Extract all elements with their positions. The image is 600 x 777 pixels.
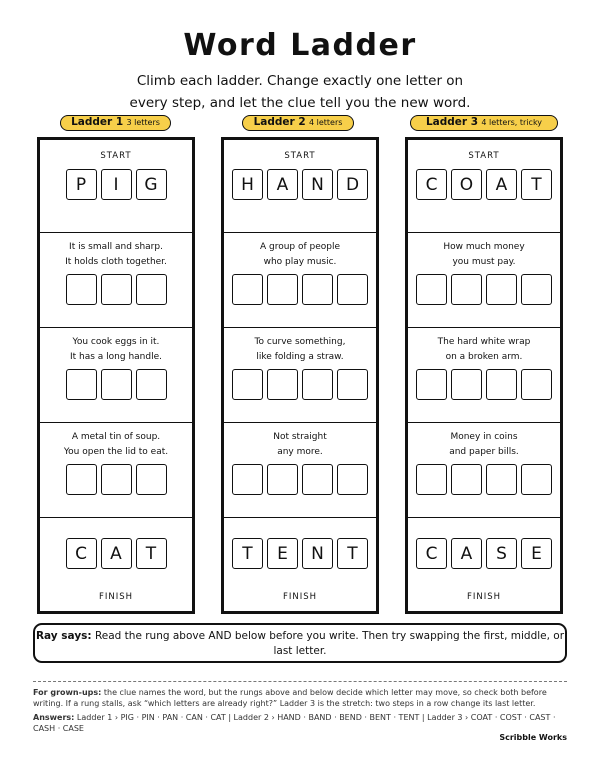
ladder-rung [405,137,563,140]
answer-row [37,464,195,495]
clue-line: who play music. [263,257,337,267]
answer-box[interactable] [302,274,333,305]
clue-line: A metal tin of soup. [71,432,161,442]
finish-label: FINISH [98,592,134,602]
clue-line: Not straight [273,432,327,442]
clue [405,240,563,270]
intro-line-1: Climb each ladder. Change exactly one letter on [136,73,464,89]
ladder-rung [37,327,195,328]
letter-box: E [521,538,552,569]
answer-box[interactable] [451,274,482,305]
answer-box[interactable] [101,369,132,400]
ladder-rung [37,611,195,614]
ladder-rung [405,422,563,423]
answer-box[interactable] [521,274,552,305]
ladder-rung [37,517,195,518]
answer-row [221,369,379,400]
letter-box: T [232,538,263,569]
letter-box: I [101,169,132,200]
ladder-rung [221,422,379,423]
clue [37,240,195,270]
letter-box: O [451,169,482,200]
tip-speaker: Ray says: [35,630,92,642]
ladder-rung [37,422,195,423]
clue-line: You open the lid to eat. [63,447,169,457]
answer-row [37,274,195,305]
letter-box: N [302,169,333,200]
answer-box[interactable] [66,464,97,495]
answer-box[interactable] [101,464,132,495]
page-title: Word Ladder [183,28,417,63]
answer-box[interactable] [486,274,517,305]
answer-row [405,464,563,495]
brand-logo: Scribble Works [499,733,567,742]
clue-line: any more. [277,447,323,457]
clue [221,240,379,270]
letter-box: C [416,169,447,200]
answer-box[interactable] [416,274,447,305]
clue-line: The hard white wrap [437,337,531,347]
answer-box[interactable] [337,464,368,495]
start-label: START [284,151,316,161]
ladder-1-tag [60,115,171,131]
clue [405,430,563,460]
answer-box[interactable] [267,369,298,400]
answer-box[interactable] [302,369,333,400]
ladder-2-tag [242,115,354,131]
letter-box: A [101,538,132,569]
answer-box[interactable] [337,274,368,305]
start-word [221,169,379,200]
answer-box[interactable] [416,464,447,495]
clue-line: Money in coins [450,432,518,442]
ladder-1-info: 3 letters [126,118,160,127]
ladder-rung [405,232,563,233]
answer-box[interactable] [66,274,97,305]
clue-line: like folding a straw. [256,352,344,362]
finish-label: FINISH [282,592,318,602]
letter-box: T [136,538,167,569]
answer-box[interactable] [302,464,333,495]
letter-box: T [337,538,368,569]
answer-box[interactable] [66,369,97,400]
clue-line: It is small and sharp. [69,242,163,252]
clue-line: It holds cloth together. [65,257,167,267]
clue [37,335,195,365]
answer-box[interactable] [416,369,447,400]
letter-box: G [136,169,167,200]
answer-row [221,274,379,305]
start-word [37,169,195,200]
ladder-1-name: Ladder 1 [71,116,124,128]
clue [221,430,379,460]
notes [33,687,567,737]
finish-word [221,538,379,569]
ladder-rung [221,611,379,614]
clue-line: How much money [443,242,525,252]
grownups-note [33,687,567,709]
answer-box[interactable] [101,274,132,305]
answer-box[interactable] [451,464,482,495]
answer-box[interactable] [521,369,552,400]
clue-line: on a broken arm. [445,352,523,362]
letter-box: C [416,538,447,569]
answer-box[interactable] [486,369,517,400]
answer-box[interactable] [136,369,167,400]
finish-word [405,538,563,569]
answer-row [405,369,563,400]
start-label: START [468,151,500,161]
letter-box: H [232,169,263,200]
answer-box[interactable] [232,369,263,400]
start-word [405,169,563,200]
answer-box[interactable] [337,369,368,400]
answer-box[interactable] [232,274,263,305]
divider [33,681,567,682]
clue [405,335,563,365]
ladder-2-name: Ladder 2 [253,116,306,128]
answer-row [37,369,195,400]
answers-text: Ladder 1 › PIG · PIN · PAN · CAN · CAT | Ladder 2 › HAND · BAND · BEND · BENT · TENT | Ladder 3 › COAT · COST · CAST · CASH · CASE [33,713,556,733]
clue-line: To curve something, [254,337,346,347]
answer-box[interactable] [136,464,167,495]
ladder-rung [221,327,379,328]
ladder-rung [221,232,379,233]
answer-box[interactable] [136,274,167,305]
letter-box: N [302,538,333,569]
letter-box: E [267,538,298,569]
ladder-2 [221,137,379,614]
letter-box: A [451,538,482,569]
answer-box[interactable] [232,464,263,495]
tip-box [33,623,567,663]
letter-box: P [66,169,97,200]
clue-line: You cook eggs in it. [72,337,160,347]
ladder-rung [221,137,379,140]
clue-line: A group of people [259,242,341,252]
clue-line: It has a long handle. [69,352,162,362]
ladder-2-info: 4 letters [308,118,343,127]
letter-box: S [486,538,517,569]
answer-row [221,464,379,495]
answer-box[interactable] [267,274,298,305]
finish-label: FINISH [466,592,502,602]
answer-box[interactable] [521,464,552,495]
clue-line: you must pay. [452,257,516,267]
intro-text [0,70,600,114]
letter-box: A [267,169,298,200]
intro-line-2: every step, and let the clue tell you the new word. [129,95,471,111]
ladder-rung [221,517,379,518]
letter-box: A [486,169,517,200]
clue [221,335,379,365]
ladder-rung [37,137,195,140]
ladder-3 [405,137,563,614]
ladder-rung [405,517,563,518]
ladder-rung [37,232,195,233]
ladder-rung [405,327,563,328]
grownups-label: For grown-ups: [33,688,102,697]
letter-box: D [337,169,368,200]
answers-label: Answers: [33,713,75,722]
answer-box[interactable] [267,464,298,495]
tip-text: Read the rung above AND below before you write. Then try swapping the first, middle, or last letter. [94,630,565,657]
ladder-3-name: Ladder 3 [425,116,479,128]
ladder-3-info: 4 letters, tricky [481,118,543,127]
clue [37,430,195,460]
letter-box: C [66,538,97,569]
ladder-3-tag [410,115,558,131]
clue-line: and paper bills. [449,447,519,457]
answer-box[interactable] [451,369,482,400]
letter-box: T [521,169,552,200]
ladder-rung [405,611,563,614]
answer-box[interactable] [486,464,517,495]
ladder-1 [37,137,195,614]
answer-row [405,274,563,305]
finish-word [37,538,195,569]
answers-note [33,712,567,734]
start-label: START [100,151,132,161]
grownups-text: the clue names the word, but the rungs above and below decide which letter may move, so check both before writing. If a rung stalls, ask “which letters are already right?” Ladder 3 is the stretch: two steps in a row change its last letter. [33,688,547,708]
